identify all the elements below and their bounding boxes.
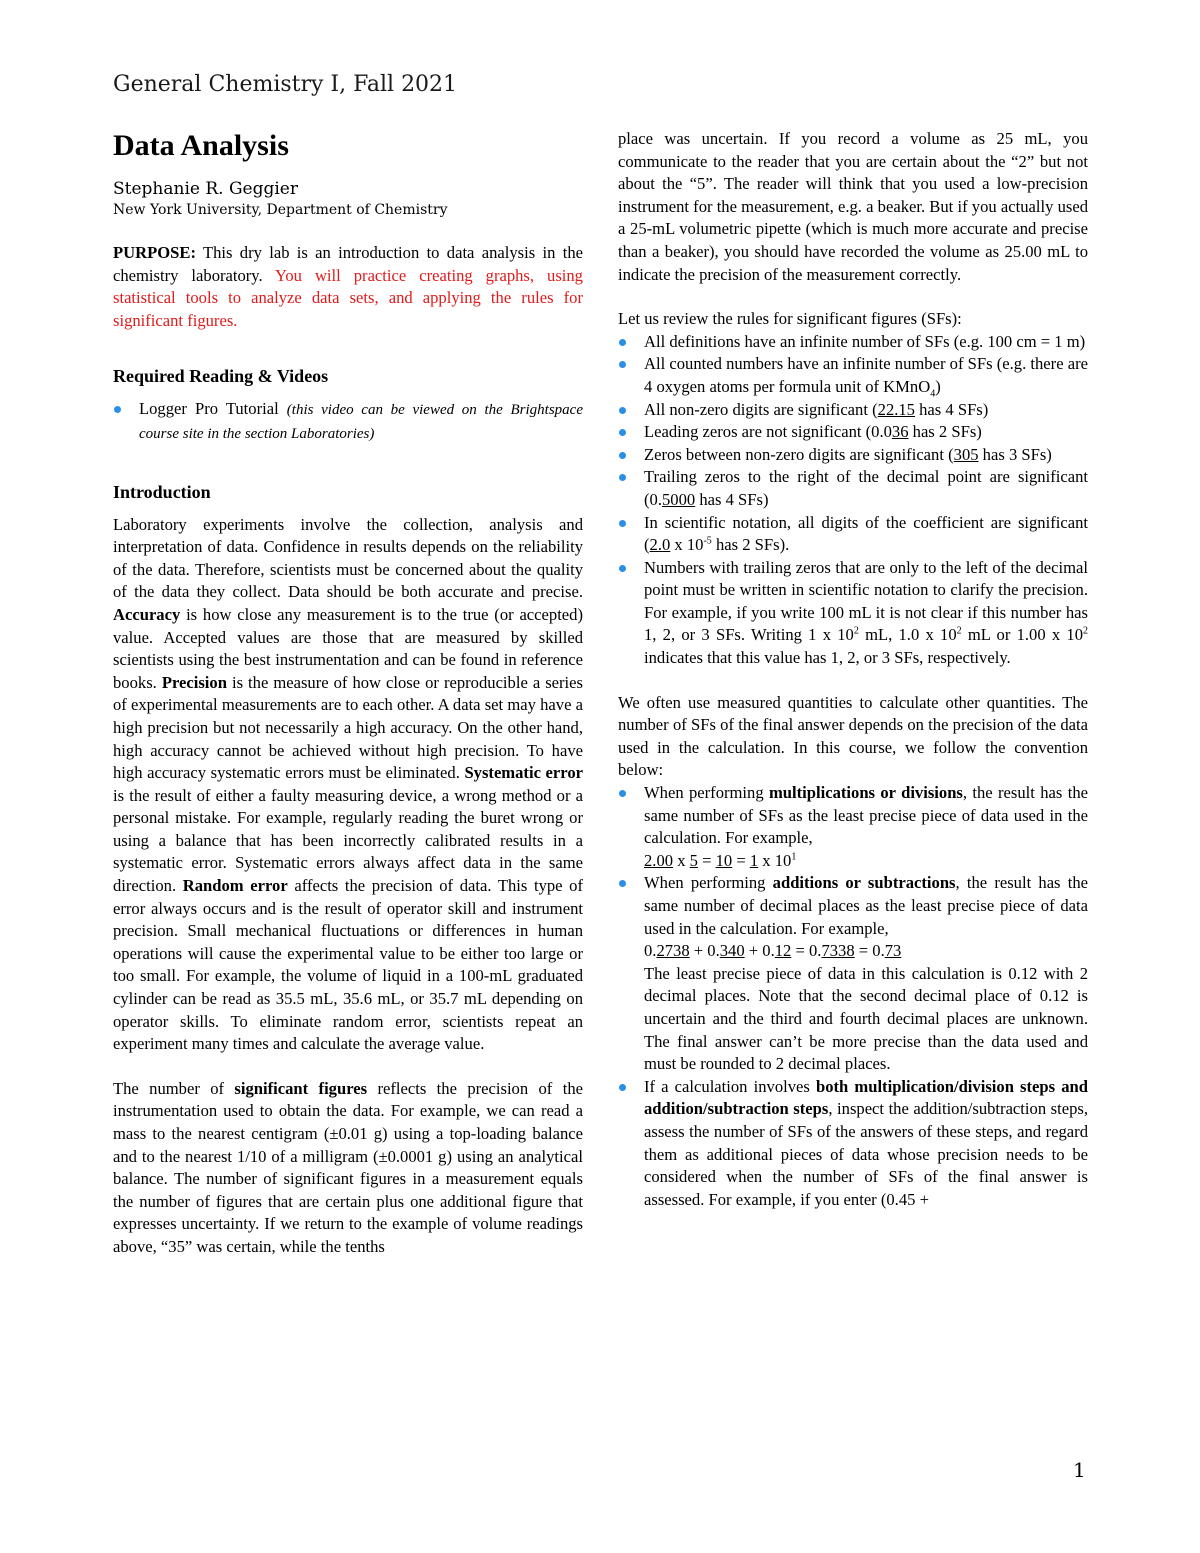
bullet-icon: [619, 790, 626, 797]
bullet-icon: [619, 1084, 626, 1091]
intro-paragraph: Laboratory experiments involve the collection, analysis and interpretation of data. Confidence in results depends on the reliability of the data. Therefore, scientists must be concerned about the quality of the data they collect. Data should be both accurate and precise. Accuracy is how close any measurement is to the true (or accepted) value. Accepted values are those that are measured by skilled scientists using the best instrumentation and can be found in reference books. Precision is the measure of how close or reproducible a series of experimental measurements are to each other. A data set may have a high precision but not necessarily a high accuracy. On the other hand, high accuracy cannot be achieved without high precision. To have high accuracy systematic errors must be eliminated. Systematic error is the result of either a faulty measuring device, a wrong method or a personal mistake. For example, regularly reading the buret wrong or using a balance that has been incorrectly calibrated results in a systematic error. Systematic errors always affect data in the same direction. Random error affects the precision of data. This type of error always occurs and is the result of operator skill and instrument precision. Small mechanical fluctuations or differences in human operations will cause the experimental value to be either too large or too small. For example, the volume of liquid in a 100-mL graduated cylinder can be read as 35.5 mL, 35.6 mL, or 35.7 mL depending on operator skills. To eliminate random error, scientists repeat an experiment many times and calculate the average value.: [113, 514, 583, 1054]
list-item: Leading zeros are not significant (0.036 has 2 SFs): [618, 421, 1088, 444]
left-column: [113, 128, 583, 1259]
bullet-icon: [619, 474, 626, 481]
document-title: Data Analysis: [113, 129, 289, 162]
reading-list: [113, 398, 583, 445]
purpose-label: PURPOSE:: [113, 243, 196, 262]
list-item: In scientific notation, all digits of the coefficient are significant (2.0 x $10^{-5}$ has 2 SFs).: [618, 512, 1088, 557]
list-item: Trailing zeros to the right of the decimal point are significant (0.5000 has 4 SFs): [618, 466, 1088, 511]
volume-paragraph: place was uncertain. If you record a volume as 25 mL, you communicate to the reader that you are certain about the “2” but not about the “5”. The reader will think that you used a low-precision instrument for the measurement, e.g. a beaker. But if you actually used a 25-mL volumetric pipette (which is much more accurate and precise than a beaker), you should have recorded the volume as 25.00 mL to indicate the precision of the measurement correctly.: [618, 129, 1088, 284]
bullet-icon: [619, 452, 626, 459]
bullet-icon: [619, 407, 626, 414]
rules-intro: Let us review the rules for significant figures (SFs):: [618, 309, 962, 329]
calc-rules-list: [618, 782, 1088, 1211]
reading-heading: Required Reading & Videos: [113, 366, 329, 387]
purpose-paragraph: PURPOSE: This dry lab is an introduction to data analysis in the chemistry laboratory. You will practice creating graphs, using statistical tools to analyze data sets, and applying the rules for significant figures.: [113, 243, 583, 330]
purpose-highlight: You will practice creating graphs, using statistical tools to analyze data sets, and applying the rules for significant figures.: [113, 265, 583, 330]
bullet-icon: [619, 520, 626, 527]
author-name: Stephanie R. Geggier: [113, 179, 298, 199]
calc-intro: We often use measured quantities to calculate other quantities. The number of SFs of the final answer depends on the precision of the data used in the calculation. In this course, we follow the convention below:: [618, 692, 1088, 780]
bullet-icon: [114, 406, 121, 413]
list-item: Numbers with trailing zeros that are only to the left of the decimal point must be written in scientific notation to clarify the precision. For example, if you write 100 mL it is not clear if this number has 1, 2, or 3 SFs. Writing 1 x $10^2$ mL, 1.0 x $10^2$ mL or 1.00 x $10^2$ indicates that this value has 1, 2, or 3 SFs, respectively.: [618, 557, 1088, 670]
list-item: When performing additions or subtractions, the result has the same number of decimal places as the least precise piece of data used in the calculation. For example, 0.2738 + 0.340 + 0.12 = 0.7338 = 0.73 The least precise piece of data in this calculation is 0.12 with 2 decimal places. Note that the second decimal place of 0.12 is uncertain and the third and fourth decimal places are unknown. The final answer can’t be more precise than the data used and must be rounded to 2 decimal places.: [618, 872, 1088, 1075]
list-item: All definitions have an infinite number of SFs (e.g. 100 cm = 1 m): [618, 331, 1088, 354]
running-header: General Chemistry I, Fall 2021: [113, 72, 458, 97]
list-item: All non-zero digits are significant (22.15 has 4 SFs): [618, 399, 1088, 422]
list-item: Zeros between non-zero digits are significant (305 has 3 SFs): [618, 444, 1088, 467]
introduction-heading: Introduction: [113, 481, 211, 502]
bullet-icon: [619, 429, 626, 436]
page-number: 1: [1073, 1458, 1086, 1482]
bullet-icon: [619, 361, 626, 368]
sigfig-paragraph: The number of significant figures reflects the precision of the instrumentation used to obtain the data. For example, we can read a mass to the nearest centigram (±0.01 g) using a top-loading balance and to the nearest 1/10 of a milligram (±0.0001 g) using an analytical balance. The number of significant figures in a measurement equals the number of figures that are certain plus one additional figure that expresses uncertainty. If we return to the example of volume readings above, “35” was certain, while the tenths: [113, 1078, 583, 1256]
bullet-icon: [619, 339, 626, 346]
author-affiliation: New York University, Department of Chemistry: [113, 202, 448, 218]
bullet-icon: [619, 880, 626, 887]
bullet-icon: [619, 565, 626, 572]
list-item: If a calculation involves both multiplication/division steps and addition/subtraction steps, inspect the addition/subtraction steps, assess the number of SFs of the answers of these steps, and regard them as additional pieces of data whose precision needs to be considered when the number of SFs of the final answer is assessed. For example, if you enter (0.45 +: [618, 1076, 1088, 1212]
list-item: All counted numbers have an infinite number of SFs (e.g. there are 4 oxygen atoms per formula unit of KMnO$_4$): [618, 353, 1088, 398]
right-column: [618, 128, 1088, 1211]
sigfig-rules-list: [618, 331, 1088, 670]
reading-item: Logger Pro Tutorial (this video can be viewed on the Brightspace course site in the section Laboratories): [113, 398, 583, 445]
list-item: When performing multiplications or divisions, the result has the same number of SFs as the least precise piece of data used in the calculation. For example, 2.00 x 5 = 10 = 1 x $10^1$: [618, 782, 1088, 872]
